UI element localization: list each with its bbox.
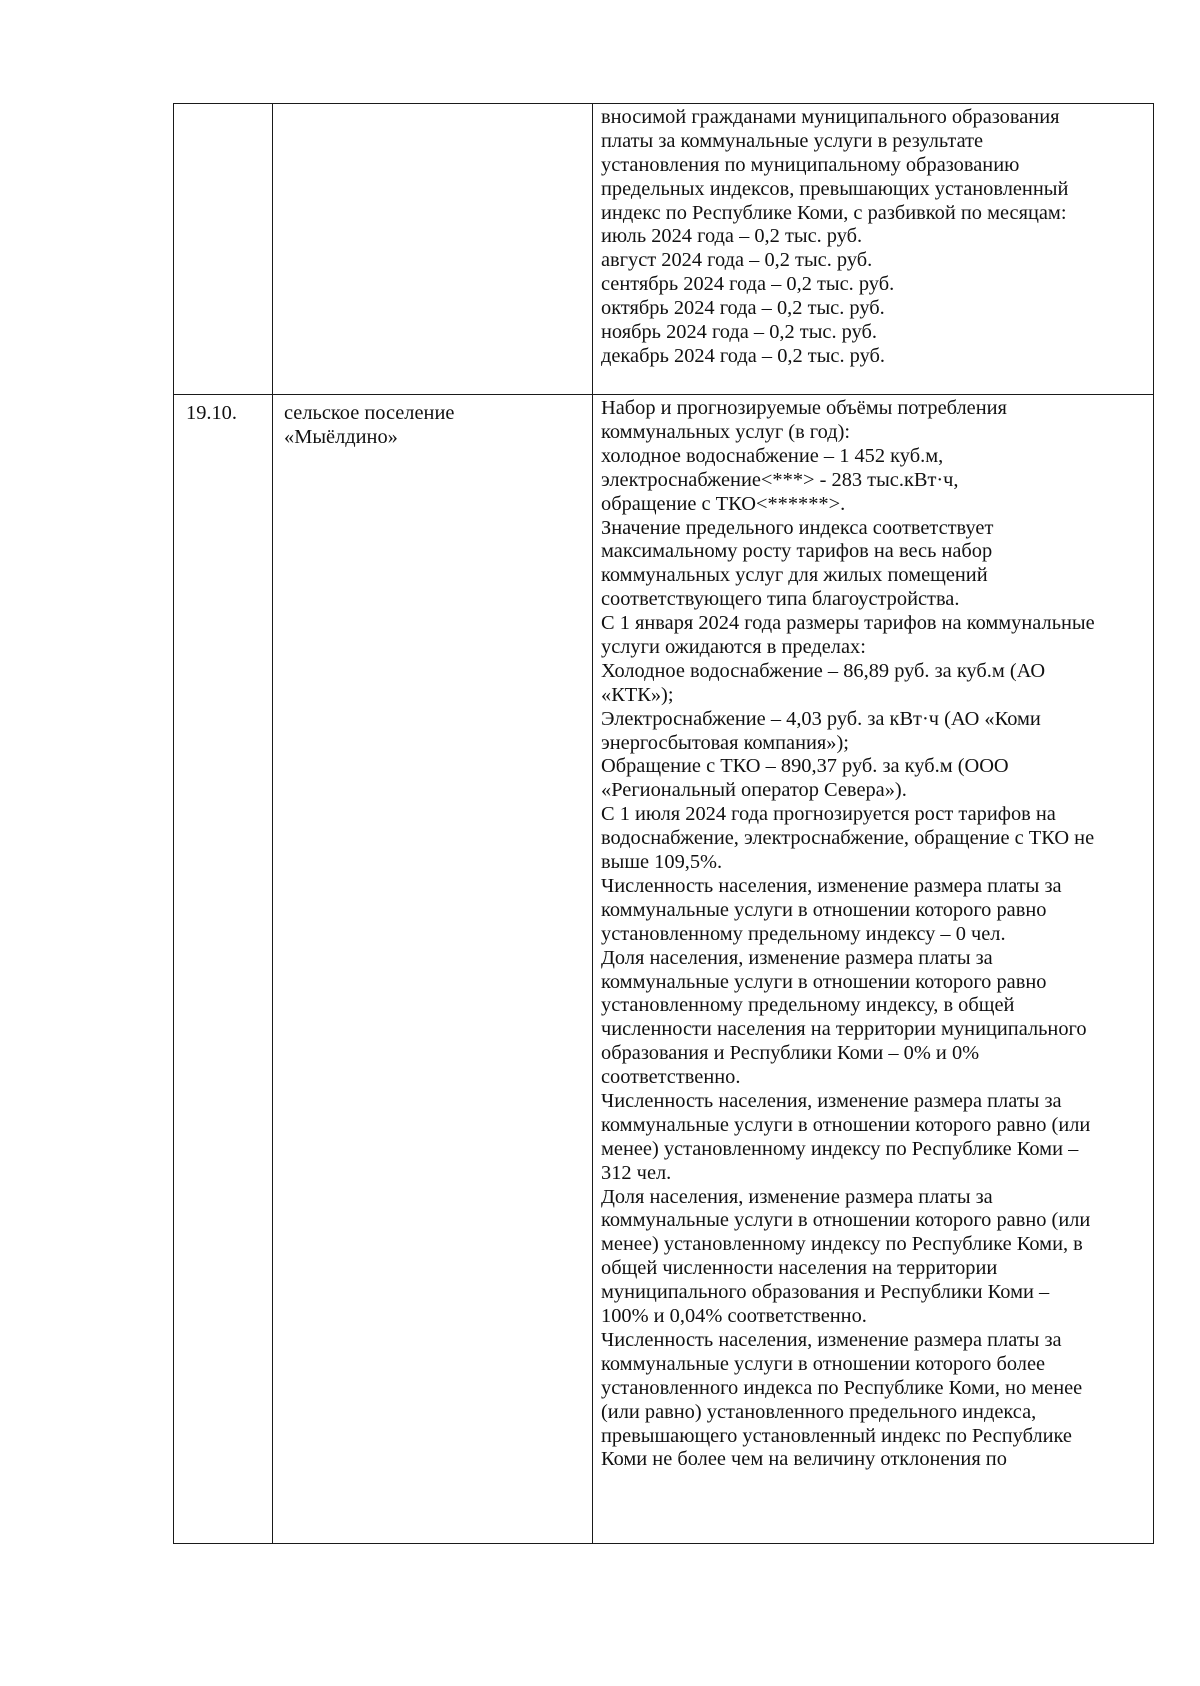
row-number-cell: 19.10. — [174, 395, 273, 1544]
paragraph — [601, 1329, 1147, 1472]
text-line: Численность населения, изменение размера платы за — [601, 1328, 1062, 1351]
text-line: индекс по Республике Коми, с разбивкой по месяцам: — [601, 201, 1067, 224]
text-line: водоснабжение, электроснабжение, обращение с ТКО не — [601, 827, 1095, 850]
paragraph — [601, 875, 1147, 947]
paragraph — [601, 397, 1147, 517]
description-cell — [593, 104, 1154, 395]
municipality-type: сельское поселение — [284, 402, 455, 424]
tariff-table — [173, 103, 1154, 1544]
text-line: Доля населения, изменение размера платы за — [601, 1185, 993, 1208]
description-cell — [593, 395, 1154, 1544]
text-line: соответственно. — [601, 1066, 741, 1089]
text-line: предельных индексов, превышающих установленный — [601, 177, 1069, 200]
text-line: коммунальные услуги в отношении которого равно — [601, 970, 1047, 993]
text-line: соответствующего типа благоустройства. — [601, 588, 960, 611]
text-line: коммунальные услуги в отношении которого равно (или — [601, 1113, 1091, 1136]
text-line: превышающего установленный индекс по Республике — [601, 1424, 1072, 1447]
text-line: Холодное водоснабжение – 86,89 руб. за куб.м (АО — [601, 659, 1046, 682]
row-number-cell — [174, 104, 273, 395]
text-line: «Региональный оператор Севера»). — [601, 779, 907, 802]
text-line: С 1 января 2024 года размеры тарифов на коммунальные — [601, 612, 1095, 635]
text-line: коммунальные услуги в отношении которого равно — [601, 898, 1047, 921]
text-line: июль 2024 года – 0,2 тыс. руб. — [601, 225, 863, 248]
text-line: Численность населения, изменение размера платы за — [601, 1090, 1062, 1113]
text-line: установленного индекса по Республике Коми, но менее — [601, 1376, 1083, 1399]
text-line: ноябрь 2024 года – 0,2 тыс. руб. — [601, 321, 877, 344]
text-line: максимальному росту тарифов на весь набор — [601, 540, 993, 563]
paragraph — [601, 755, 1147, 803]
paragraph — [601, 1090, 1147, 1186]
text-line: холодное водоснабжение – 1 452 куб.м, — [601, 444, 944, 467]
text-line: установленному предельному индексу, в общей — [601, 994, 1015, 1017]
text-line: энергосбытовая компания»); — [601, 731, 849, 754]
text-line: коммунальных услуг для жилых помещений — [601, 564, 988, 587]
text-line: 312 чел. — [601, 1161, 672, 1184]
text-line: декабрь 2024 года – 0,2 тыс. руб. — [601, 345, 885, 367]
paragraph — [601, 947, 1147, 1090]
table-row — [174, 395, 1154, 1544]
text-line: Доля населения, изменение размера платы за — [601, 946, 993, 969]
text-line: коммунальные услуги в отношении которого равно (или — [601, 1209, 1091, 1232]
text-line: платы за коммунальные услуги в результате — [601, 129, 984, 152]
paragraph — [601, 517, 1147, 613]
text-line: менее) установленному индексу по Республике Коми, в — [601, 1233, 1083, 1256]
text-line: Коми не более чем на величину отклонения по — [601, 1448, 1007, 1471]
text-line: «КТК»); — [601, 683, 674, 706]
paragraph — [601, 803, 1147, 875]
text-line: вносимой гражданами муниципального образования — [601, 106, 1060, 128]
text-line: Набор и прогнозируемые объёмы потребления — [601, 397, 1007, 419]
municipality-name-cell — [273, 395, 593, 1544]
text-line: Электроснабжение – 4,03 руб. за кВт·ч (АО «Коми — [601, 707, 1041, 730]
paragraph — [601, 1186, 1147, 1329]
text-line: установленному предельному индексу – 0 чел. — [601, 922, 1006, 945]
text-line: численности населения на территории муниципального — [601, 1018, 1087, 1041]
text-line: установления по муниципальному образованию — [601, 153, 1020, 176]
text-line: Значение предельного индекса соответствует — [601, 516, 994, 539]
text-line: услуги ожидаются в пределах: — [601, 635, 866, 658]
text-line: октябрь 2024 года – 0,2 тыс. руб. — [601, 297, 885, 320]
text-line: сентябрь 2024 года – 0,2 тыс. руб. — [601, 273, 895, 296]
text-line: Численность населения, изменение размера платы за — [601, 874, 1062, 897]
municipality-name: «Мыёлдино» — [284, 425, 398, 448]
text-line: коммунальные услуги в отношении которого более — [601, 1352, 1046, 1375]
text-line: менее) установленному индексу по Республике Коми – — [601, 1137, 1079, 1160]
text-line: Обращение с ТКО – 890,37 руб. за куб.м (ООО — [601, 755, 1009, 778]
paragraph — [601, 612, 1147, 660]
text-line: обращение с ТКО<******>. — [601, 492, 846, 515]
text-line: август 2024 года – 0,2 тыс. руб. — [601, 249, 873, 272]
paragraph — [601, 660, 1147, 708]
text-line: коммунальных услуг (в год): — [601, 420, 851, 443]
text-line: С 1 июля 2024 года прогнозируется рост тарифов на — [601, 803, 1056, 826]
text-line: электроснабжение<***> - 283 тыс.кВт·ч, — [601, 468, 959, 491]
text-line: муниципального образования и Республики Коми – — [601, 1281, 1050, 1304]
text-line: 100% и 0,04% соответственно. — [601, 1305, 867, 1328]
text-line: общей численности населения на территории — [601, 1257, 998, 1280]
paragraph — [601, 708, 1147, 756]
text-line: выше 109,5%. — [601, 851, 723, 874]
municipality-name-cell — [273, 104, 593, 395]
text-line: (или равно) установленного предельного индекса, — [601, 1400, 1037, 1423]
table-row — [174, 104, 1154, 395]
text-line: образования и Республики Коми – 0% и 0% — [601, 1042, 980, 1065]
